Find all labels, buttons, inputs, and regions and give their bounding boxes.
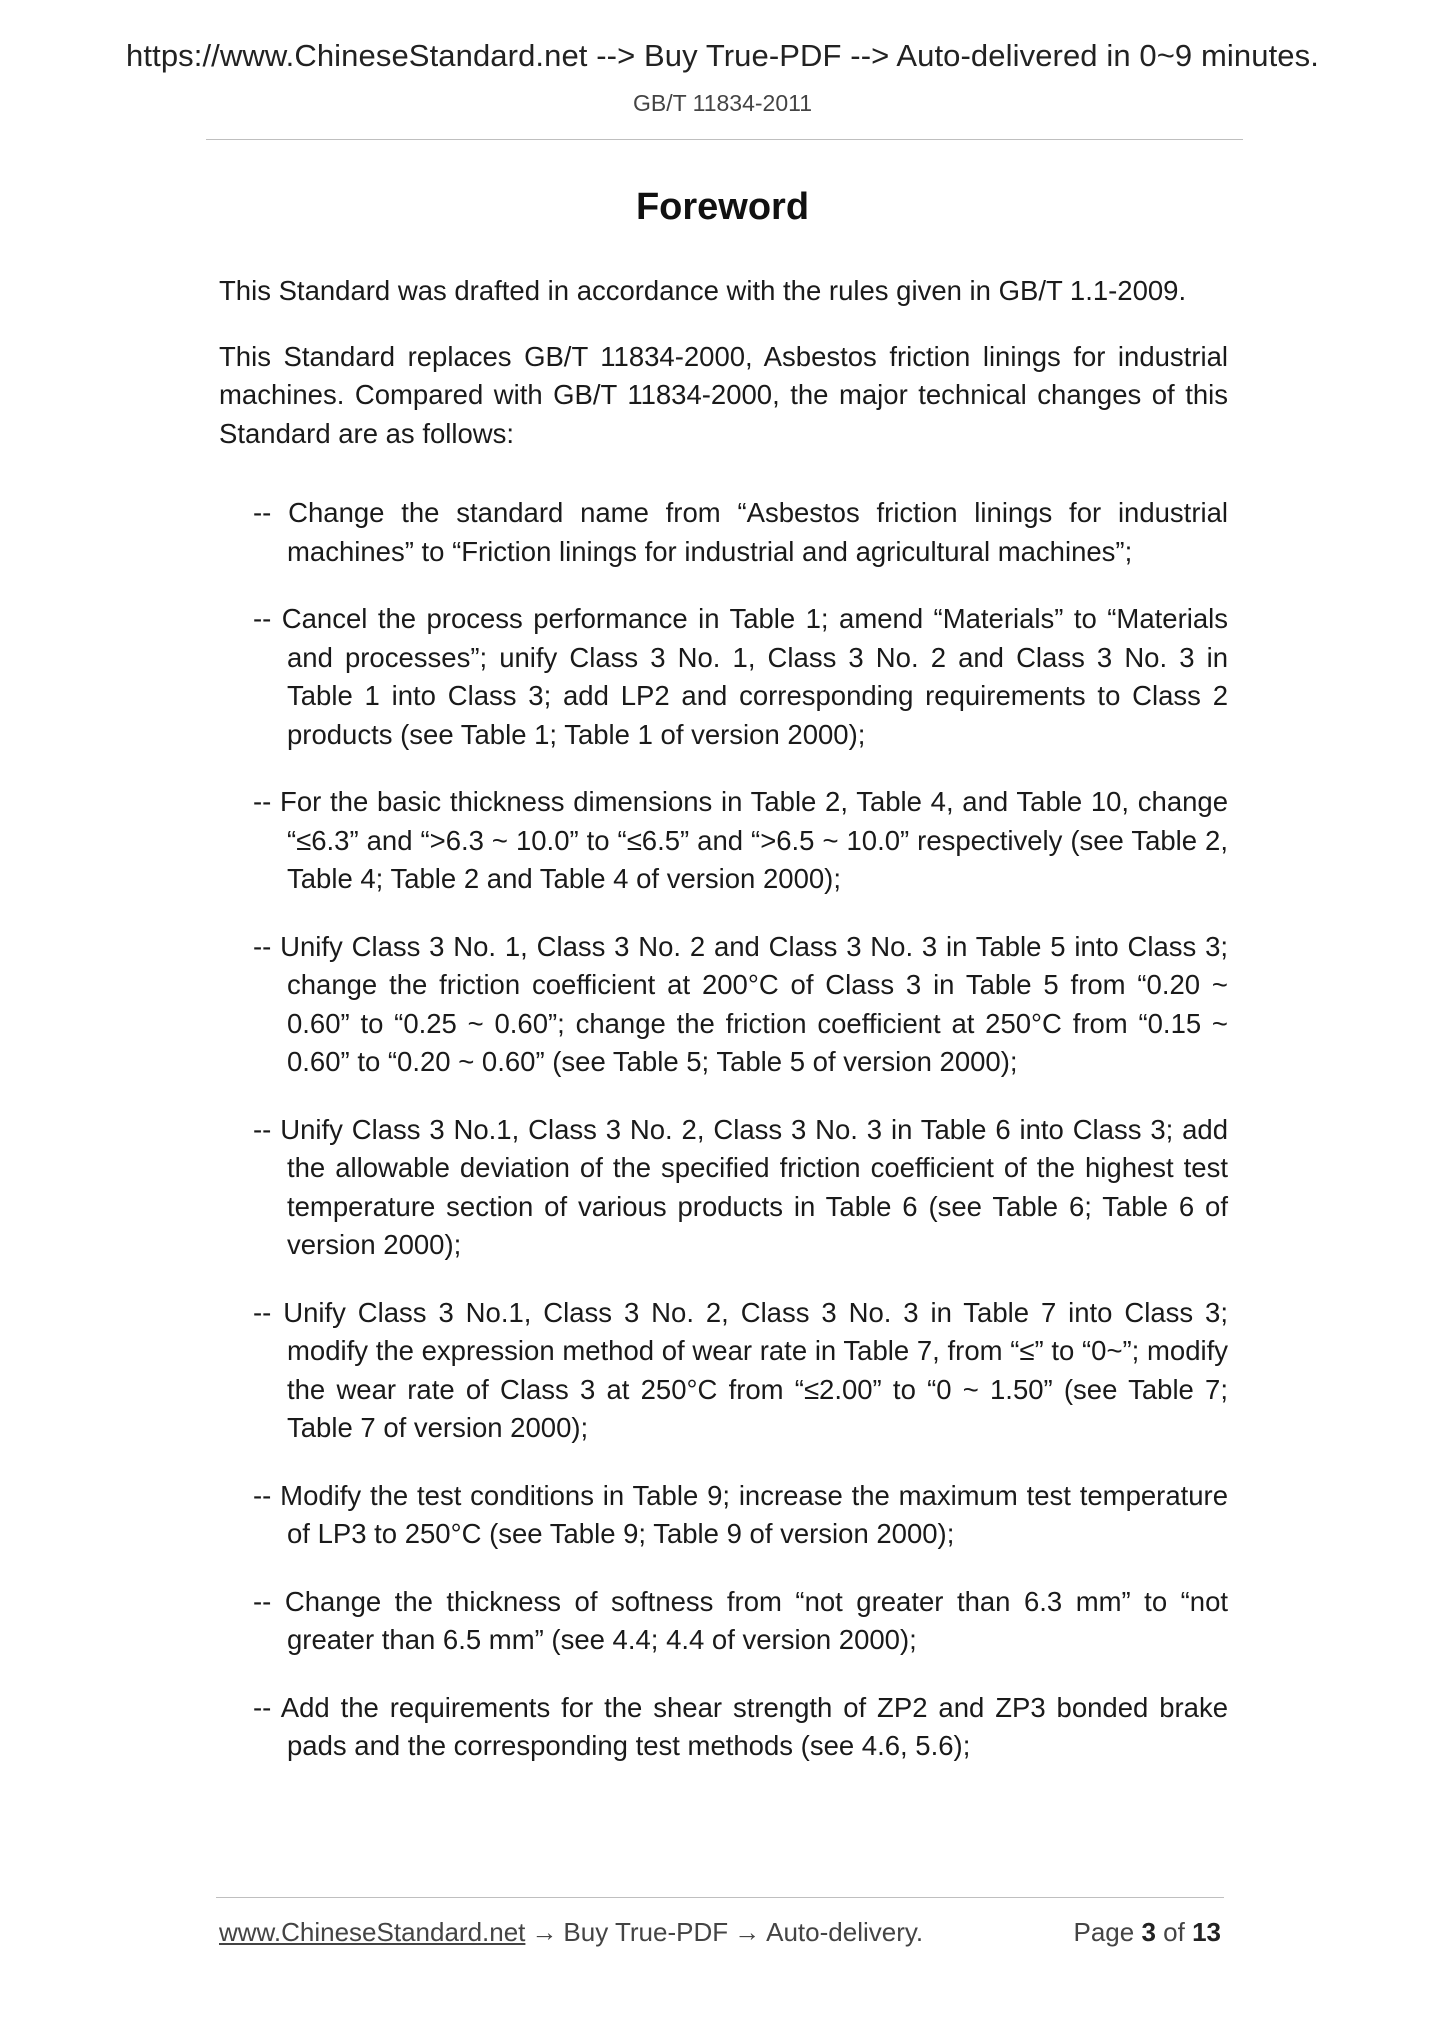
total-pages: 13 bbox=[1192, 1917, 1221, 1947]
list-item-text: Unify Class 3 No.1, Class 3 No. 2, Class 3 No. 3 in Table 6 into Class 3; add the allowable deviation of the specified friction coefficient of the highest test temperature section of various products in Table 6 (see Table 6; Table 6 of version 2000); bbox=[280, 1113, 1229, 1260]
list-item-text: Change the standard name from “Asbestos friction linings for industrial machines” to “Friction linings for industrial and agricultural machines”; bbox=[287, 497, 1228, 567]
list-item bbox=[253, 1583, 1228, 1660]
list-marker: -- bbox=[253, 930, 272, 962]
list-item-text: Cancel the process performance in Table 1; amend “Materials” to “Materials and processes”; unify Class 3 No. 1, Class 3 No. 2 and Class 3 No. 3 in Table 1 into Class 3; add LP2 and corresponding requirements to Class 2 products (see Table 1; Table 1 of version 2000); bbox=[281, 603, 1228, 750]
list-item-text: Unify Class 3 No.1, Class 3 No. 2, Class 3 No. 3 in Table 7 into Class 3; modify the expression method of wear rate in Table 7, from “≤” to “0~”; modify the wear rate of Class 3 at 250°C from “≤2.00” to “0 ~ 1.50” (see Table 7; Table 7 of version 2000); bbox=[283, 1296, 1228, 1443]
list-marker: -- bbox=[253, 1113, 272, 1145]
page-title: Foreword bbox=[635, 186, 810, 228]
list-marker: -- bbox=[253, 1691, 272, 1723]
list-item bbox=[253, 1477, 1228, 1554]
footer-divider bbox=[216, 1897, 1224, 1898]
standard-code: GB/T 11834-2011 bbox=[632, 90, 812, 116]
delivery-text: Auto-delivery. bbox=[766, 1917, 924, 1947]
list-marker: -- bbox=[253, 603, 272, 634]
list-item bbox=[253, 1294, 1228, 1448]
list-item-text: Unify Class 3 No. 1, Class 3 No. 2 and Class 3 No. 3 in Table 5 into Class 3; change the friction coefficient at 200°C of Class 3 in Table 5 from “0.20 ~ 0.60” to “0.25 ~ 0.60”; change the friction coefficient at 250°C from “0.15 ~ 0.60” to “0.20 ~ 0.60” (see Table 5; Table 5 of version 2000); bbox=[280, 930, 1229, 1077]
header-divider bbox=[206, 139, 1243, 140]
list-marker: -- bbox=[253, 1585, 272, 1617]
replacement-paragraph: This Standard replaces GB/T 11834-2000, Asbestos friction linings for industrial machines. Compared with GB/T 11834-2000, the major technical changes of this Standard are as follows: bbox=[219, 340, 1228, 449]
technical-changes-list bbox=[219, 494, 1228, 1766]
list-item-text: Add the requirements for the shear strength of ZP2 and ZP3 bonded brake pads and the corresponding test methods (see 4.6, 5.6); bbox=[280, 1691, 1229, 1761]
list-item bbox=[253, 1111, 1228, 1265]
list-item-text: Modify the test conditions in Table 9; increase the maximum test temperature of LP3 to 250°C (see Table 9; Table 9 of version 2000); bbox=[280, 1479, 1229, 1549]
list-item-text: For the basic thickness dimensions in Table 2, Table 4, and Table 10, change “≤6.3” and “>6.3 ~ 10.0” to “≤6.5” and “>6.5 ~ 10.0” respectively (see Table 2, Table 4; Table 2 and Table 4 of version 2000); bbox=[280, 786, 1229, 894]
list-item bbox=[253, 928, 1228, 1082]
list-item-text: Change the thickness of softness from “not greater than 6.3 mm” to “not greater than 6.5 mm” (see 4.4; 4.4 of version 2000); bbox=[284, 1585, 1229, 1655]
list-marker: -- bbox=[253, 1296, 272, 1328]
list-marker: -- bbox=[253, 1479, 272, 1511]
list-item bbox=[253, 783, 1228, 899]
buy-text: Buy True-PDF bbox=[563, 1917, 729, 1947]
arrow-right-icon: → bbox=[531, 1917, 558, 1947]
list-marker: -- bbox=[253, 786, 272, 817]
site-link[interactable]: www.ChineseStandard.net bbox=[219, 1917, 526, 1947]
list-item bbox=[253, 1689, 1228, 1766]
footer-promo bbox=[219, 1917, 923, 1948]
list-item bbox=[253, 494, 1228, 571]
of-label: of bbox=[1163, 1917, 1185, 1947]
list-item bbox=[253, 600, 1228, 754]
arrow-right-icon: → bbox=[734, 1917, 761, 1947]
page-number: 3 bbox=[1141, 1917, 1156, 1947]
document-body bbox=[219, 272, 1228, 1795]
intro-paragraph: This Standard was drafted in accordance with the rules given in GB/T 1.1-2009. bbox=[219, 275, 1187, 306]
top-banner: https://www.ChineseStandard.net --> Buy True-PDF --> Auto-delivered in 0~9 minutes. bbox=[126, 38, 1319, 73]
list-marker: -- bbox=[253, 497, 272, 528]
page-indicator bbox=[1073, 1917, 1221, 1948]
page-label: Page bbox=[1073, 1917, 1135, 1947]
